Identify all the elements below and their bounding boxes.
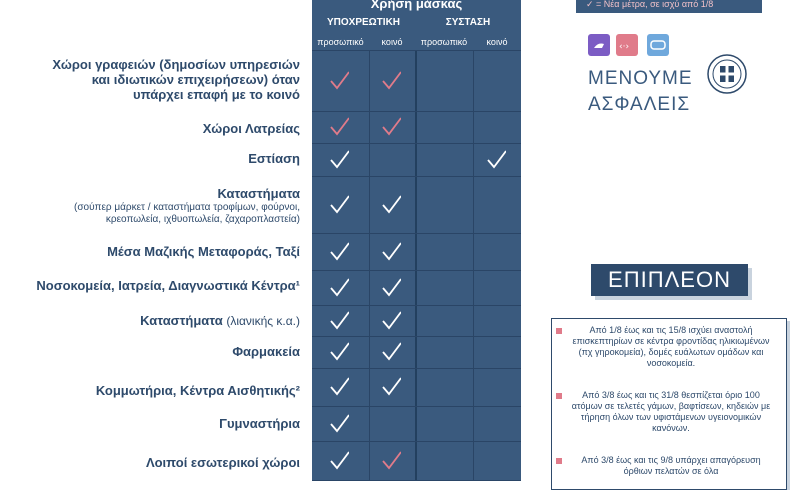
row-separator [312, 305, 521, 306]
check-icon [381, 194, 401, 214]
row-separator [312, 336, 521, 337]
row-label-retail: Καταστήματα (λιανικής κ.α.) [140, 313, 300, 328]
distance-icon [616, 34, 638, 56]
col-public-2: κοινό [486, 37, 508, 47]
legend-box [576, 0, 762, 13]
legend-text: ✓ = Νέα μέτρα, σε ισχύ από 1/8 [586, 0, 714, 9]
row-separator [312, 233, 521, 234]
row-label-salons: Κομμωτήρια, Κέντρα Αισθητικής² [95, 383, 300, 398]
note-3: Από 3/8 έως και τις 9/8 υπάρχει απαγόρευση όρθιων πελατών σε όλα [581, 455, 761, 476]
check-icon [329, 376, 349, 396]
note-2: Από 3/8 έως και τις 31/8 θεσπίζεται όριο 100 ατόμων σε τελετές γάμων, βαφτίσεων, κηδειών με τήρηση όλων των υφιστάμενων υγειονομικών κανόνων. [571, 390, 771, 433]
mandatory-header: ΥΠΟΧΡΕΩΤΙΚΗ [326, 17, 401, 28]
divider [369, 50, 370, 480]
new-check-icon [381, 116, 401, 136]
divider [415, 50, 417, 480]
check-icon [381, 241, 401, 261]
check-icon [486, 149, 506, 169]
note-1: Από 1/8 έως και τις 15/8 ισχύει αναστολή επισκεπτηρίων σε κέντρα φροντίδας ηλικιωμένων (πχ γηροκομεία), δομές ευάλωτων ομάδων και νοσοκομεία. [572, 325, 770, 368]
check-icon [329, 413, 349, 433]
row-label-stores-food: Καταστήματα (σούπερ μάρκετ / καταστήματα τροφίμων, φούρνοι, κρεοπωλεία, ιχθυοπωλεία, ζαχαροπλαστεία) [0, 186, 300, 226]
check-icon [329, 241, 349, 261]
check-icon [381, 341, 401, 361]
new-check-icon [381, 70, 401, 90]
check-icon [329, 341, 349, 361]
row-label-hospitals: Νοσοκομεία, Ιατρεία, Διαγνωστικά Κέντρα¹ [36, 278, 300, 293]
check-icon [329, 277, 349, 297]
row-separator [312, 111, 521, 112]
new-check-icon [381, 450, 401, 470]
col-staff: προσωπικό [317, 37, 364, 47]
row-separator [312, 50, 521, 51]
row-label-offices: Χώροι γραφειών (δημοσίων υπηρεσιών και ιδιωτικών επιχειρήσεων) όταν υπάρχει επαφή με το κοινό [52, 57, 300, 102]
check-icon [381, 277, 401, 297]
row-label-other-indoor: Λοιποί εσωτερικοί χώροι [145, 455, 300, 470]
campaign-line-1: ΜΕΝΟΥΜΕ [588, 68, 693, 89]
bullet-icon [556, 328, 562, 334]
row-sublabel: (σούπερ μάρκετ / καταστήματα τροφίμων, φούρνοι, κρεοπωλεία, ιχθυοπωλεία, ζαχαροπλαστεία) [74, 202, 300, 225]
table-title: Χρήση μάσκας [370, 0, 463, 11]
campaign-line-2: ΑΣΦΑΛΕΙΣ [588, 94, 691, 115]
row-separator [312, 143, 521, 144]
row-separator [312, 406, 521, 407]
new-check-icon [329, 70, 349, 90]
greek-emblem-icon [705, 52, 749, 96]
check-icon [381, 376, 401, 396]
row-label-dining: Εστίαση [248, 151, 300, 166]
new-check-icon [329, 116, 349, 136]
row-separator [312, 441, 521, 442]
divider [473, 50, 474, 480]
row-inline-sublabel: (λιανικής κ.α.) [226, 314, 300, 328]
row-label-gyms: Γυμναστήρια [219, 416, 300, 431]
mask-icon [647, 34, 669, 56]
recommended-header: ΣΥΣΤΑΣΗ [445, 17, 491, 28]
check-icon [381, 310, 401, 330]
row-label-transport: Μέσα Μαζικής Μεταφοράς, Ταξί [107, 244, 300, 259]
check-icon [329, 149, 349, 169]
row-separator [312, 368, 521, 369]
check-icon [329, 194, 349, 214]
row-separator [312, 176, 521, 177]
row-label-pharmacies: Φαρμακεία [232, 344, 300, 359]
row-separator [312, 270, 521, 271]
col-public: κοινό [381, 37, 403, 47]
bullet-icon [556, 393, 562, 399]
bullet-icon [556, 458, 562, 464]
svg-text:‹·›: ‹·› [619, 42, 630, 52]
row-label-worship: Χώροι Λατρείας [202, 121, 300, 136]
hand-icon [588, 34, 610, 56]
row-separator [312, 480, 521, 481]
check-icon [329, 450, 349, 470]
check-icon [329, 310, 349, 330]
extra-title: ΕΠΙΠΛΕΟΝ [591, 264, 748, 296]
col-staff-2: προσωπικό [420, 37, 468, 47]
notes-box [551, 318, 787, 490]
